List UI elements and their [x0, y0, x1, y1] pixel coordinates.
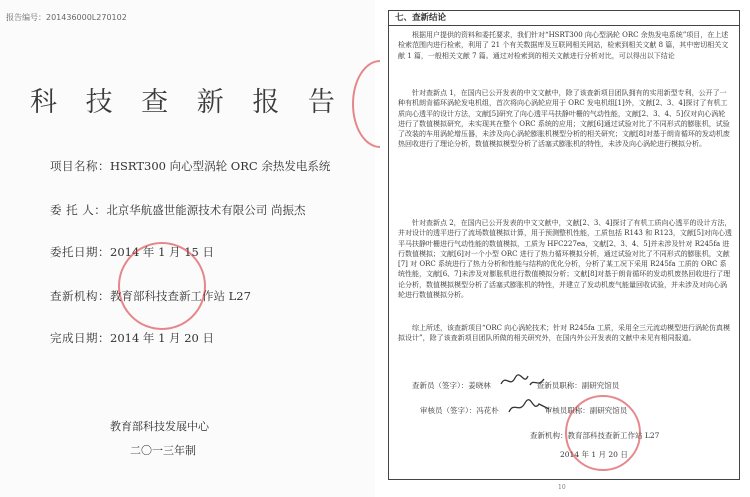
field-completion-date-label: 完成日期： [50, 331, 110, 345]
issue-date-line: 2014 年 1 月 20 日 [560, 450, 628, 459]
report-number: 报告编号：201436000L270102 [6, 13, 127, 22]
section-title: 七、查新结论 [389, 11, 739, 26]
field-project-label: 项目名称： [50, 159, 110, 173]
field-client [50, 202, 305, 218]
reviewer-name: 冯花朴 [476, 406, 499, 415]
official-seal-icon [565, 395, 641, 471]
field-org-value: 教育部科技查新工作站 L27 [110, 289, 251, 303]
field-project-value: HSRT300 向心型涡轮 ORC 余热发电系统 [110, 159, 331, 173]
field-project [50, 158, 330, 174]
paragraph-intro: 根据用户提供的资料和委托要求，我们针对“HSRT300 向心型涡轮 ORC 余热发电系统”项目，在上述检索范围内进行检索，利用了 21 个有关数据库及互联网相关网站，检索到相关文献 8 篇，其中密切相关文献 1 篇，一般相关文献 7 篇。通过对检索到的相关文献进行分析对比，可以得出以下结论 [398, 31, 729, 60]
paragraph-point-1: 针对查新点 1，在国内已公开发表的中文文献中，除了该查新项目团队拥有的实用新型专利，公开了一种有机朗肯循环涡轮发电机组，首次将向心涡轮应用于 ORC 发电机组[1]外，文献[2、3、4]探讨了有机工质向心透平的设计方法，文献[5]研究了向心透平马扶静叶栅的气动性能，文献[2、3、4、5]仅对向心涡轮进行了数值模拟研究，未实现其在整个 ORC 系统的应用；文献[6]通过试验对比了不同形式的膨胀机，试验了改装的车用涡轮增压器，未涉及向心涡轮膨胀机模型分析的相关研究；文献[8]对基于朗肯循环的发动机废热回收进行了理论分析，数值模拟模型分析了活塞式膨胀机的特性，未涉及向心涡轮进行模拟分析。 [398, 89, 730, 149]
reviewer-title-label: 审核员职称： [544, 406, 590, 415]
field-completion-date [50, 330, 214, 346]
footer-issuer: 教育部科技发展中心 [110, 420, 209, 433]
official-seal-icon [118, 242, 206, 330]
checker-handwritten-signature-icon [498, 370, 548, 392]
checker-title: 副研究馆员 [581, 381, 620, 390]
field-completion-date-value: 2014 年 1 月 20 日 [110, 331, 214, 345]
reviewer-handwritten-signature-icon [505, 396, 553, 418]
footer-year: 二〇一三年制 [130, 444, 196, 457]
paragraph-point-2: 针对查新点 2，在国内已公开发表的中文文献中，文献[2、3、4]探讨了有机工质向心透平的设计方法，并对设计的透平进行了流场数值模拟计算，用于预测整机性能，工质包括 R143 和 R123，文献[5]对向心透平马扶静叶栅进行气动性能的数值模拟，工质为 HFC227ea，文献[2、3、4、5]并未涉及针对 R245fa 进行数值模拟；文献[6]对一个小型 ORC 进行了热力循环模拟分析，通过试验对比了不同形式的膨胀机，文献[7] 对 ORC 系统进行了热力分析和性能与结构的优化分析，分析了某工况下采用 R245fa 工质的 ORC 系统性能，文献[6、7]未涉及对膨胀机进行数值模拟分析；文献[8]对基于朗肯循环的发动机废热回收进行了理论分析，数值模拟模型分析了活塞式膨胀机的特性，并建立了发动机废气能量回收试验，并未涉及对向心涡轮进行数值模拟分析。 [398, 219, 732, 300]
field-commission-date-label: 委托日期： [50, 245, 110, 259]
field-org-label: 查新机构： [50, 289, 110, 303]
paragraph-conclusion: 综上所述，该查新项目“ORC 向心涡轮技术；针对 R245fa 工质，采用全三元流动模型进行涡轮仿真模拟设计”，除了该查新项目团队所做的相关研究外，在国内外公开发表的文献中未见有相同报道。 [398, 324, 731, 343]
field-commission-date-value: 2014 年 1 月 15 日 [110, 245, 214, 259]
reviewer-label: 审核员（签字）： [420, 406, 477, 415]
checker-label: 查新员（签字）： [412, 381, 469, 390]
checker-name: 姜晓林 [468, 381, 491, 390]
field-client-label: 委 托 人： [50, 203, 107, 217]
checker-title-label: 查新员职称： [536, 381, 582, 390]
page-number: 10 [558, 484, 566, 491]
issuing-org-line: 查新机构：教育部科技查新工作站 L27 [530, 431, 660, 440]
report-title: 科 技 查 新 报 告 [30, 87, 345, 118]
reviewer-title: 副研究馆员 [589, 406, 628, 415]
field-client-value: 北京华航盛世能源技术有限公司 尚振杰 [106, 203, 306, 217]
